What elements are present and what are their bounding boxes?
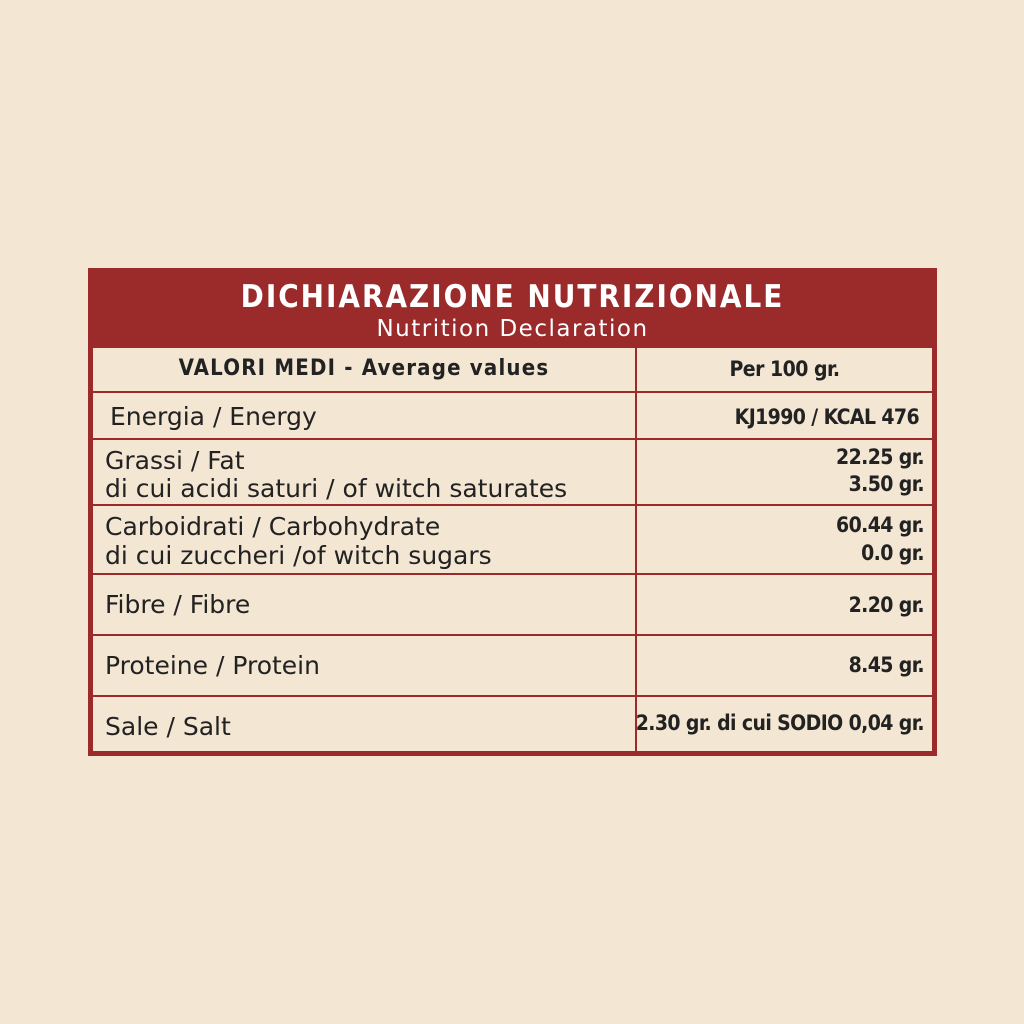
nutrient-name: Proteine / Protein [105,651,320,680]
column-header-value: Per 100 gr. [729,357,840,381]
nutrient-name: Energia / Energy [110,402,317,431]
label-header [88,268,937,348]
table-row [93,697,932,751]
nutrient-sub-value: 3.50 gr. [848,472,924,496]
nutrient-value: 60.44 gr. [836,513,924,537]
table-row [93,440,932,506]
column-header-name: VALORI MEDI - Average values [93,348,637,391]
nutrient-sub-name: di cui zuccheri /of witch sugars [105,541,492,570]
nutrition-label [88,268,937,756]
nutrient-value: 22.25 gr. [836,445,924,469]
nutrient-value: 2.30 gr. di cui SODIO 0,04 gr. [635,711,924,735]
nutrient-name: Carboidrati / Carbohydrate [105,512,441,541]
nutrient-name: Fibre / Fibre [105,590,251,619]
table-row [93,575,932,636]
table-row [93,636,932,697]
table-row [93,393,932,440]
table-row [93,506,932,575]
nutrition-table [93,348,932,751]
nutrient-sub-name: di cui acidi saturi / of witch saturates [105,474,568,503]
nutrient-value: KJ1990 / KCAL 476 [734,405,919,429]
label-title: DICHIARAZIONE NUTRIZIONALE [240,279,785,315]
nutrient-name: Grassi / Fat [105,446,245,475]
nutrient-value: 8.45 gr. [848,653,924,677]
nutrient-name: Sale / Salt [105,712,231,741]
nutrient-value: 2.20 gr. [848,593,924,617]
nutrient-sub-value: 0.0 gr. [861,541,924,565]
table-header-row [93,348,932,393]
label-subtitle: Nutrition Declaration [376,316,649,342]
